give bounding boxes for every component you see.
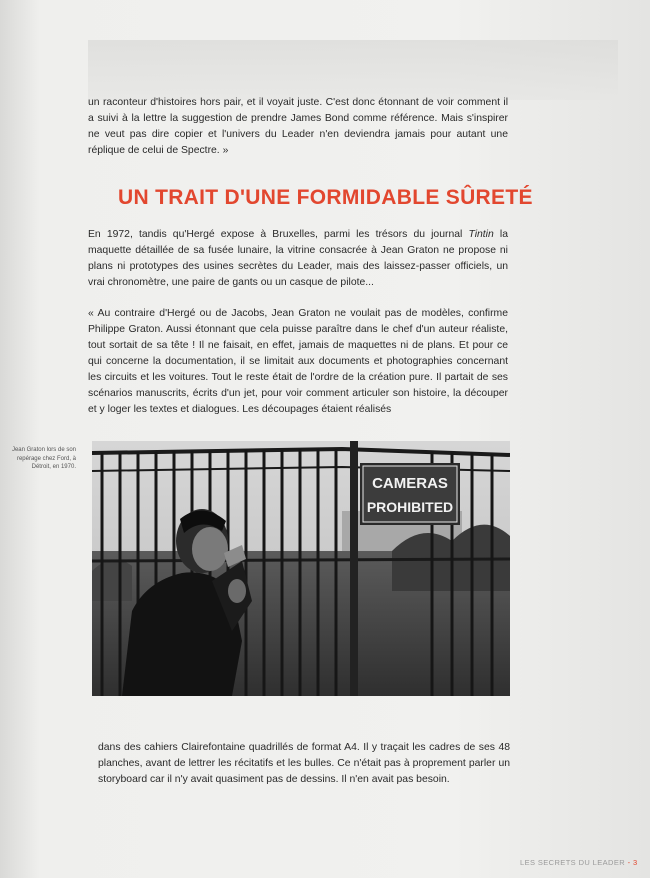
section-title: UN TRAIT D'UNE FORMIDABLE SÛRETÉ: [118, 186, 533, 209]
sign-text-line2: PROHIBITED: [366, 499, 454, 515]
top-shadow-band: [88, 40, 618, 100]
paragraph-quote: « Au contraire d'Hergé ou de Jacobs, Jean Graton ne voulait pas de modèles, confirme Philippe Graton. Aussi étonnant que cela puisse paraître dans le chef d'un auteur réaliste, tout sortait de sa tête ! Il ne faisait, en effet, jamais de maquettes ni de plans. Et pour ce qui concerne la documentation, il se limitait aux documents et photographies concernant les circuits et les voitures. Tout le reste était de l'ordre de la création pure. Il partait de ses scénarios manuscrits, écrits d'un jet, pour voir comment articuler son histoire, la découper et y loger les textes et dialogues. Les découpages étaient réalisés: [88, 308, 508, 415]
paragraph-1972: [88, 227, 508, 291]
paragraph-intro: un raconteur d'histoires hors pair, et il voyait juste. C'est donc étonnant de voir comment il a suivi à la lettre la suggestion de prendre James Bond comme référence. Mais s'inspirer ne veut pas dire copier et l'univers du Leader n'en deviendra jamais pour autant une réplique de celui de Spectre. »: [88, 97, 508, 156]
cameras-prohibited-sign: [360, 463, 460, 525]
photo-graton-ford: [92, 441, 510, 696]
paragraph-continued: dans des cahiers Clairefontaine quadrillés de format A4. Il y traçait les cadres de ses 48 planches, avant de lettrer les récitatifs et les bulles. Ce n'était pas à proprement parler un storyboard car il n'y avait quasiment pas de dessins. Il n'en avait pas besoin.: [98, 742, 510, 785]
paragraph-1972-end: la maquette détaillée de sa fusée lunaire, la vitrine consacrée à Jean Graton ne propose ni plans ni prototypes des usines secrètes du Leader, mais des laissez-passer officiels, un vrai chronomètre, une paire de gants ou un casque de pilote...: [88, 229, 508, 288]
photo-illustration: [92, 441, 510, 696]
journal-title: Tintin: [468, 229, 494, 240]
sign-text-line1: CAMERAS: [372, 475, 448, 492]
running-title: LES SECRETS DU LEADER: [520, 858, 626, 867]
footer-separator: -: [625, 858, 633, 867]
photo-caption: Jean Graton lors de son repérage chez Ford, à Détroit, en 1970.: [11, 447, 76, 471]
page-number: 3: [632, 858, 638, 867]
paragraph-1972-start: En 1972, tandis qu'Hergé expose à Bruxelles, parmi les trésors du journal: [88, 229, 469, 240]
page-footer: [520, 858, 638, 867]
